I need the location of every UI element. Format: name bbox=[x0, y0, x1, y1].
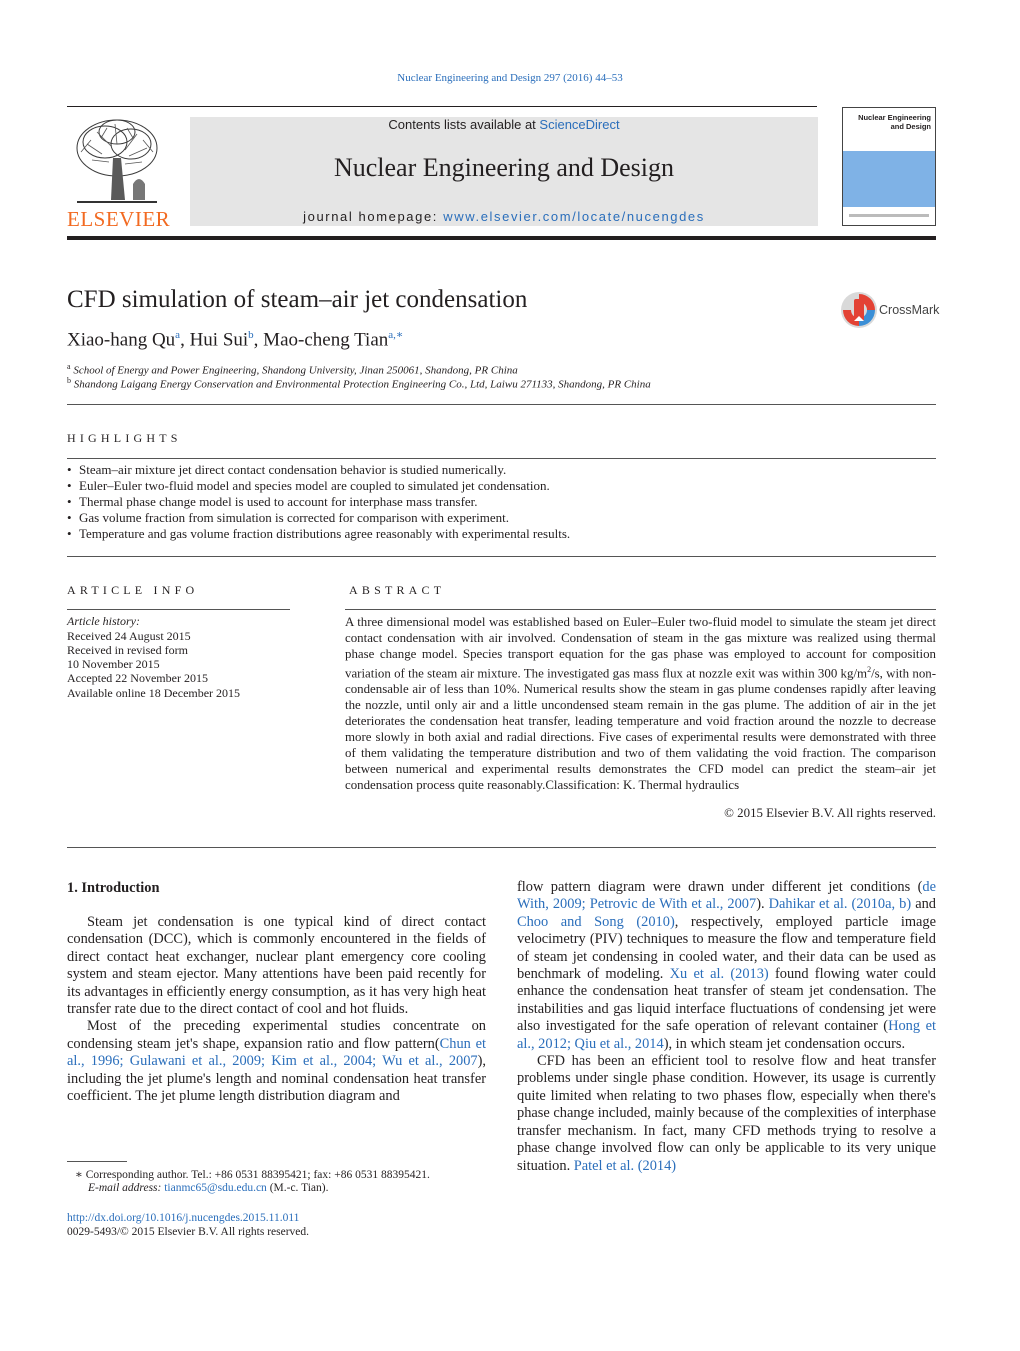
email-suffix: (M.-c. Tian). bbox=[266, 1182, 329, 1194]
author-name[interactable]: Xiao-hang Qu bbox=[67, 329, 176, 351]
citation-link[interactable]: Choo and Song (2010) bbox=[517, 913, 675, 930]
paragraph bbox=[517, 1053, 936, 1175]
journal-reference[interactable]: Nuclear Engineering and Design 297 (2016) 44–53 bbox=[397, 72, 623, 84]
affil-text: School of Energy and Power Engineering, Shandong University, Jinan 250061, Shandong, PR China bbox=[73, 364, 518, 377]
elsevier-wordmark: ELSEVIER bbox=[67, 207, 171, 231]
author-separator: , bbox=[180, 329, 190, 351]
homepage-link[interactable]: www.elsevier.com/locate/nucengdes bbox=[443, 209, 705, 224]
crossmark-icon bbox=[840, 291, 878, 329]
affil-text: Shandong Laigang Energy Conservation and Environmental Protection Engineering Co., Ltd, Laiwu 271133, Shandong, PR China bbox=[73, 378, 651, 391]
abstract-rule bbox=[345, 609, 936, 610]
author-affil-sup[interactable]: a,∗ bbox=[388, 329, 404, 341]
email-link[interactable]: tianmc65@sdu.edu.cn bbox=[164, 1182, 267, 1194]
abstract-text-2: /s, with non-condensable air of less than 10%. Numerical results show the steam in gas plume condenses rapidly after leaving the nozzle, until only air and a little uncondensed steam remain in the gas plume. The addition of air in the jet deteriorates the condensation heat transfer, leading temperature and void fraction around the nozzle to decrease more slowly in both axial and radial directions. Five cases of experimental results were demonstrated with three of them validating the temperature distribution and two of them validating the void fraction. The comparison between numerical and experimental results demonstrates the CFD model can predict the steam–air jet condensation process quite reasonably.Classification: K. Thermal hydraulics bbox=[345, 666, 936, 793]
highlights-top-rule bbox=[67, 458, 936, 459]
highlight-item bbox=[67, 494, 478, 510]
header-top-rule bbox=[67, 106, 817, 107]
highlight-text: Steam–air mixture jet direct contact condensation behavior is studied numerically. bbox=[79, 462, 507, 477]
citation-link[interactable]: Xu et al. (2013) bbox=[669, 966, 769, 983]
journal-homepage bbox=[190, 209, 818, 224]
highlight-item bbox=[67, 478, 550, 494]
highlight-text: Thermal phase change model is used to account for interphase mass transfer. bbox=[79, 494, 478, 509]
text-run: Most of the preceding experimental studies concentrate on condensing steam jet's shape, expansion ratio and flow pattern( bbox=[67, 1018, 486, 1052]
journal-title: Nuclear Engineering and Design bbox=[333, 153, 675, 182]
highlights-heading: HIGHLIGHTS bbox=[67, 431, 182, 445]
author-name[interactable]: Mao-cheng Tian bbox=[263, 329, 389, 351]
citation-link[interactable]: Patel et al. (2014) bbox=[573, 1157, 677, 1174]
paragraph bbox=[517, 879, 936, 1053]
affil-sup: b bbox=[67, 376, 71, 385]
bullet: • bbox=[67, 526, 72, 541]
abstract-body bbox=[345, 614, 936, 793]
history-line: Available online 18 December 2015 bbox=[67, 686, 241, 700]
bullet: • bbox=[67, 510, 72, 525]
affiliation-a bbox=[67, 362, 518, 377]
abstract-bottom-rule bbox=[67, 847, 936, 848]
text-run: ), in which steam jet condensation occurs. bbox=[663, 1035, 906, 1052]
section-heading-introduction: 1. Introduction bbox=[67, 880, 160, 896]
header-bottom-rule bbox=[67, 236, 936, 240]
paragraph: Steam jet condensation is one typical kind of direct contact condensation (DCC), which is commonly encountered in the fields of direct contact heat exchanger, nuclear plant emergency core cooling system and steam ejector. Many attentions have been paid recently for its advantages in efficiently energy consumption, as it has very high heat transfer rate due to the direct contact of cool and hot fluids. bbox=[67, 914, 486, 1018]
article-title: CFD simulation of steam–air jet condensation bbox=[67, 286, 528, 313]
abstract-unit-sup: 2 bbox=[867, 665, 872, 674]
article-info-heading: ARTICLE INFO bbox=[67, 583, 199, 597]
contents-prefix: Contents lists available at bbox=[388, 117, 540, 132]
highlight-text: Temperature and gas volume fraction distributions agree reasonably with experimental results. bbox=[79, 526, 571, 541]
affil-sup: a bbox=[67, 362, 71, 371]
history-line: Accepted 22 November 2015 bbox=[67, 671, 208, 685]
highlight-text: Gas volume fraction from simulation is corrected for comparison with experiment. bbox=[79, 510, 509, 525]
crossmark-label[interactable]: CrossMark bbox=[879, 303, 940, 317]
abstract-copyright: © 2015 Elsevier B.V. All rights reserved. bbox=[724, 806, 936, 820]
highlight-item bbox=[67, 510, 509, 526]
citation-link[interactable]: Hong et al., 2012; Qiu et al., 2014 bbox=[517, 1018, 936, 1052]
author-affil-sup[interactable]: b bbox=[248, 329, 254, 341]
homepage-prefix: journal homepage: bbox=[303, 209, 444, 224]
history-line: Received in revised form bbox=[67, 643, 188, 657]
citation-link[interactable]: Dahikar et al. (2010a, b) bbox=[768, 896, 912, 913]
bullet: • bbox=[67, 478, 72, 493]
contents-availability bbox=[190, 117, 818, 132]
corresponding-author-note: ∗ Corresponding author. Tel.: +86 0531 88395421; fax: +86 0531 88395421. bbox=[75, 1169, 430, 1181]
journal-cover-thumbnail[interactable] bbox=[842, 107, 936, 226]
affiliation-rule bbox=[67, 404, 936, 405]
cover-blue-band bbox=[843, 151, 935, 207]
cover-footer-icon bbox=[849, 212, 929, 220]
text-run: flow pattern diagram were drawn under different jet conditions ( bbox=[517, 879, 923, 895]
doi-link[interactable]: http://dx.doi.org/10.1016/j.nucengdes.2015.11.011 bbox=[67, 1212, 300, 1224]
paragraph bbox=[67, 1018, 486, 1105]
highlights-bottom-rule bbox=[67, 556, 936, 557]
history-line: 10 November 2015 bbox=[67, 657, 160, 671]
article-info-rule bbox=[67, 609, 290, 610]
text-run: ), including the jet plume's length and nominal condensation heat transfer coefficient. The jet plume length distribution diagram and bbox=[67, 1053, 486, 1105]
bullet: • bbox=[67, 494, 72, 509]
email-note bbox=[88, 1182, 328, 1194]
left-column bbox=[67, 914, 486, 1105]
right-column bbox=[517, 879, 936, 1175]
text-run: , respectively, employed particle image velocimetry (PIV) techniques to measure the flow and temperature field of steam jet condensing in cooled water, and their data can be used as benchmark of modeling. bbox=[517, 913, 936, 983]
citation-link[interactable]: de With, 2009; Petrovic de With et al., 2007 bbox=[517, 879, 936, 913]
affiliation-b bbox=[67, 376, 651, 391]
text-run: found flowing water could enhance the condensation heat transfer of steam jet condensation. The instabilities and gas liquid interface fluctuations of condensing jet were also investigated for the safe operation of relevant container ( bbox=[517, 966, 936, 1035]
author-name[interactable]: Hui Sui bbox=[189, 329, 249, 351]
abstract-heading: ABSTRACT bbox=[349, 583, 446, 597]
author-list bbox=[67, 328, 403, 351]
text-run: CFD has been an efficient tool to resolve flow and heat transfer problems under single phase condition. However, its usage is currently quite limited when relating to two phases flow, especially when there's phase change included, mainly because of the complexities of interphase transfer mechanism. In fact, many CFD methods trying to resolve a phase change involved flow can only be applicable to its very unique situation. bbox=[517, 1053, 936, 1174]
issn-line: 0029-5493/© 2015 Elsevier B.V. All rights reserved. bbox=[67, 1226, 310, 1238]
text-run: and bbox=[911, 896, 936, 913]
elsevier-tree-logo bbox=[67, 114, 167, 206]
footnote-rule bbox=[67, 1161, 127, 1162]
highlight-text: Euler–Euler two-fluid model and species model are coupled to simulated jet condensation. bbox=[79, 478, 550, 493]
citation-link[interactable]: Chun et al., 1996; Gulawani et al., 2009; Kim et al., 2004; Wu et al., 2007 bbox=[67, 1035, 486, 1070]
bullet: • bbox=[67, 462, 72, 477]
sciencedirect-link[interactable]: ScienceDirect bbox=[539, 117, 620, 132]
author-separator: , bbox=[253, 329, 264, 351]
history-label: Article history: bbox=[67, 614, 140, 628]
text-run: ). bbox=[756, 896, 769, 913]
history-line: Received 24 August 2015 bbox=[67, 629, 191, 643]
abstract-text-1: A three dimensional model was established based on Euler–Euler two-fluid model to simulate the steam jet direct contact condensation with air involved. Condensation of steam in the gas mixture was realized using thermal phase change model. Species transport equation for the gas phase was employed to account for composition variation of the steam air mixture. The investigated gas mass flux at nozzle exit was within 300 kg/m bbox=[345, 615, 936, 681]
highlight-item bbox=[67, 526, 570, 542]
highlight-item bbox=[67, 462, 506, 478]
cover-title: Nuclear Engineering and Design bbox=[858, 113, 931, 131]
author-affil-sup[interactable]: a bbox=[175, 329, 181, 341]
email-label: E-mail address: bbox=[88, 1182, 165, 1194]
